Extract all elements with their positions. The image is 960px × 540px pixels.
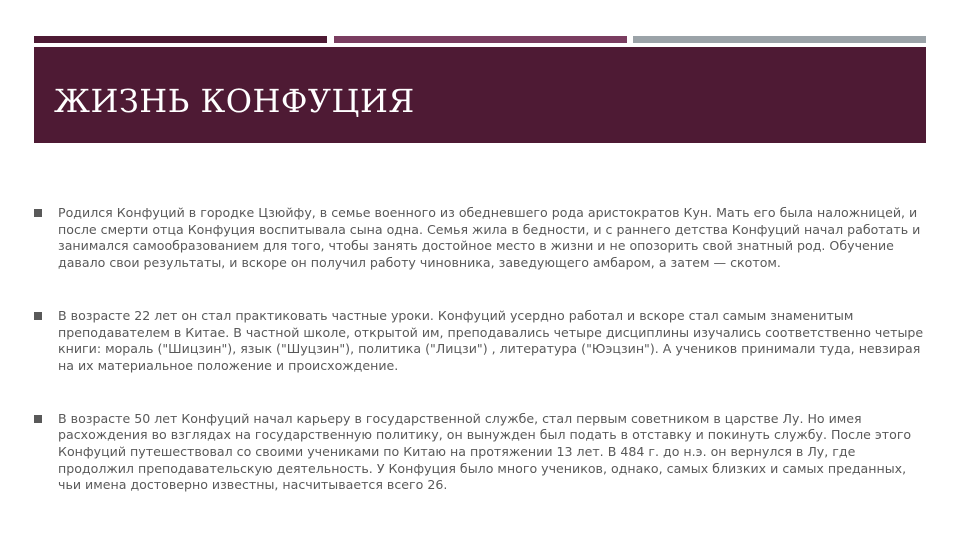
accent-bar-gray (633, 36, 926, 43)
bullet-text: В возрасте 50 лет Конфуций начал карьеру в государственной службе, стал первым советником в царстве Лу. Но имея расхождения во взглядах на государственную политику, он вынужден был подать в отставку и покинуть службу. После этого Конфуций путешествовал со своими учениками по Китаю на протяжении 13 лет. В 484 г. до н.э. он вернулся в Лу, где продолжил преподавательскую деятельность. У Конфуция было много учеников, однако, самых близких и самых преданных, чьи имена достоверно известны, насчитывается всего 26. (58, 410, 912, 493)
slide-title: ЖИЗНЬ КОНФУЦИЯ (54, 82, 415, 120)
accent-bar-plum (334, 36, 627, 43)
square-bullet-icon (34, 415, 42, 423)
square-bullet-icon (34, 209, 42, 217)
bullet-item (34, 411, 929, 495)
bullet-text: Родился Конфуций в городке Цзюйфу, в семье военного из обедневшего рода аристократов Кун. Мать его была наложницей, и после смерти отца Конфуция воспитывала сына одна. Семья жила в бедности, и с раннего детства Конфуций начал работать и занимался самообразованием для того, чтобы занять достойное место в жизни и не опозорить свой знатный род. Обучение давало свои результаты, и вскоре он получил работу чиновника, заведующего амбаром, а затем — скотом. (58, 205, 921, 271)
bullet-item (34, 308, 929, 375)
bullet-text: В возрасте 22 лет он стал практиковать частные уроки. Конфуций усердно работал и вскоре стал самым знаменитым преподавателем в Китае. В частной школе, открытой им, преподавались четыре дисциплины изучались соответственно четыре книги: мораль ("Шицзин"), язык ("Шуцзин"), политика ("Лицзи") , литература ("Юэцзин"). А учеников принимали туда, невзирая на их материальное положение и происхождение. (58, 307, 924, 373)
bullet-item (34, 205, 929, 272)
square-bullet-icon (34, 312, 42, 320)
accent-bar-dark (34, 36, 327, 43)
bullet-list (34, 205, 929, 494)
title-band (34, 47, 926, 143)
